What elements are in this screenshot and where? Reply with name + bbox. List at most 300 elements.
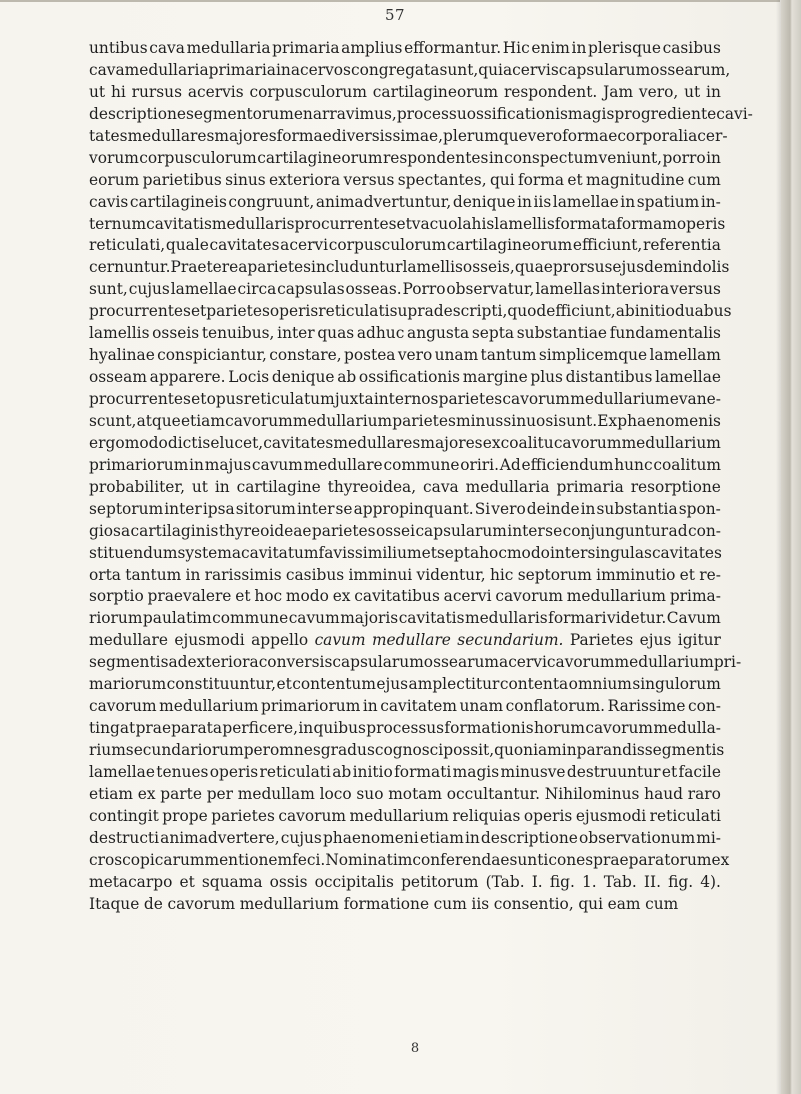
word: ternum — [89, 214, 147, 233]
word: possit, — [443, 741, 495, 759]
word: medullaris — [464, 609, 548, 628]
word: etiam — [89, 784, 133, 803]
word: et — [421, 543, 437, 562]
word: in — [298, 719, 314, 738]
word: Tab. — [603, 872, 637, 891]
word: lamellae — [655, 368, 721, 387]
word: spatium — [636, 192, 700, 211]
word: in — [464, 828, 480, 847]
word: reticulati, — [89, 236, 166, 255]
word: facile — [678, 762, 721, 781]
word: et — [276, 675, 292, 694]
word: primaria — [272, 39, 340, 57]
word: fig. — [549, 872, 575, 891]
text-line — [89, 257, 730, 279]
word: septorum — [517, 565, 592, 584]
word: ex — [482, 433, 501, 452]
word: operis — [676, 214, 726, 233]
word: ad — [168, 653, 188, 672]
word: omnes — [270, 741, 321, 759]
word: medullaris — [211, 214, 295, 233]
word: dictis — [167, 433, 211, 452]
word: (Tab. — [485, 872, 525, 891]
word: sinus — [225, 170, 266, 189]
word: videntur, — [416, 565, 486, 584]
word: sunt. — [558, 411, 598, 430]
word: cavorum — [167, 894, 236, 913]
word: occultantur. — [446, 784, 541, 803]
word: conferendae — [412, 850, 510, 869]
word: medullaria — [186, 39, 271, 57]
text-line — [89, 565, 721, 587]
word: quoniam — [494, 741, 562, 759]
word: reticulati — [649, 806, 721, 825]
word: cartilagineorum — [372, 82, 499, 101]
word: capsularum — [558, 60, 651, 79]
word: ut — [684, 82, 701, 101]
word: formae — [276, 126, 332, 145]
word: cavitates — [209, 236, 280, 255]
text-line — [89, 301, 732, 323]
word: corpusculorum — [139, 148, 257, 167]
word: inter — [507, 521, 545, 540]
word: raro — [687, 784, 721, 803]
word: ejusmodi — [174, 631, 245, 650]
word: et — [179, 872, 195, 891]
word: iis — [533, 192, 552, 211]
word: magis — [567, 104, 615, 123]
word: lamellae — [170, 280, 237, 299]
word: secundariorum — [125, 741, 244, 759]
word: modo — [285, 587, 329, 606]
word: ut — [191, 477, 208, 496]
word: sinuosi — [503, 411, 559, 430]
word: perficere, — [222, 719, 299, 738]
word: casibus — [662, 39, 721, 57]
word: fundamentalis — [609, 324, 721, 343]
word: iis — [471, 894, 490, 913]
word: cartilagineorum — [257, 148, 383, 167]
word: septa — [471, 324, 515, 343]
text-line — [89, 499, 721, 521]
word: osseis, — [462, 258, 515, 277]
body-text — [89, 38, 753, 916]
word: parietes — [438, 390, 503, 408]
word: conversis — [258, 653, 333, 672]
word: orta — [89, 565, 121, 584]
word: in — [189, 455, 204, 474]
word: capsularum — [332, 653, 424, 672]
word: in — [706, 82, 721, 101]
word: praeparatorum — [593, 850, 712, 869]
word: per — [206, 784, 234, 803]
word: inter — [277, 324, 315, 343]
text-line — [89, 214, 726, 236]
word: ossei — [375, 521, 416, 540]
word: acer- — [688, 126, 728, 145]
text-line — [89, 104, 753, 126]
word: cavorum — [89, 697, 157, 716]
word: Praeterea — [170, 258, 248, 277]
text-line — [89, 411, 721, 433]
word: haud — [644, 784, 684, 803]
word: qui — [489, 170, 515, 189]
word: lamellam — [649, 346, 721, 365]
word: vacuola — [411, 214, 472, 233]
word: elucet, — [210, 433, 264, 452]
word: descriptione — [480, 828, 578, 847]
text-line — [89, 740, 725, 762]
word: opus — [206, 390, 244, 408]
word: qui — [478, 60, 503, 79]
word: modo — [506, 543, 550, 562]
word: conspiciantur, — [157, 346, 267, 365]
word: imminui — [348, 565, 413, 584]
word: II. — [643, 872, 661, 891]
word: procurrentes — [89, 390, 191, 408]
text-line — [89, 126, 728, 148]
word: initio — [634, 302, 675, 321]
text-line — [89, 718, 721, 740]
text-line — [89, 477, 721, 499]
word: in — [275, 60, 291, 79]
word: stituendum — [89, 543, 178, 562]
word: tenues — [156, 762, 209, 781]
word: contentum — [292, 675, 376, 694]
word: procurrentes — [89, 302, 191, 321]
word: appropinquant. — [353, 499, 474, 518]
word: exteriora — [269, 170, 341, 189]
word: croscopicarum — [89, 850, 205, 869]
word: constituuntur, — [166, 675, 277, 694]
word: spectantes, — [397, 170, 487, 189]
word: formari — [548, 609, 607, 628]
text-line — [89, 872, 721, 894]
word: corpusculorum — [328, 236, 447, 255]
word: primaria — [556, 477, 624, 496]
text-line — [89, 170, 721, 192]
word: tantum — [480, 346, 537, 365]
word: Cavum — [666, 609, 721, 628]
word: parietes — [247, 258, 312, 277]
word: formatione — [343, 894, 430, 913]
word: cartilagineorum — [446, 236, 573, 255]
word: I. — [531, 872, 543, 891]
word: primariorum — [261, 697, 361, 716]
text-line — [89, 608, 721, 630]
word: in — [580, 499, 596, 518]
word: secundarium. — [457, 631, 564, 650]
word: mariorum — [89, 675, 167, 694]
word: substantiae — [516, 324, 607, 343]
word: diversissimae, — [331, 126, 444, 145]
word: scunt, — [89, 411, 137, 430]
word: cavum — [314, 631, 366, 650]
word: con- — [688, 697, 721, 716]
word: cartilaginis — [130, 521, 219, 540]
word: animadvertere, — [160, 828, 280, 847]
word: cujus — [280, 828, 322, 847]
word: ejusdem — [612, 258, 678, 277]
text-line — [89, 192, 721, 214]
word: et — [567, 170, 583, 189]
word: acervi — [280, 236, 329, 255]
word: in — [620, 192, 636, 211]
word: cavorum — [225, 411, 293, 430]
word: vero, — [638, 82, 679, 101]
word: coalitum — [653, 455, 721, 474]
word: inter — [296, 499, 335, 518]
word: ut — [89, 82, 106, 101]
word: medullam — [237, 784, 315, 803]
word: apparere. — [149, 368, 226, 387]
word: squama — [201, 872, 263, 891]
word: primaria — [208, 60, 276, 79]
word: margine — [462, 368, 528, 387]
word: unam — [459, 697, 504, 716]
word: metacarpo — [89, 872, 173, 891]
word: gradus — [320, 741, 375, 759]
word: etiam — [419, 828, 464, 847]
word: amplius — [341, 39, 403, 57]
word: horum — [533, 719, 585, 738]
word: singulas — [587, 543, 652, 562]
word: suo — [356, 784, 384, 803]
word: et — [661, 762, 678, 781]
word: initio — [352, 762, 393, 781]
word: favis — [318, 543, 355, 562]
word: phaenomenis — [617, 411, 721, 430]
word: acervi — [443, 587, 492, 606]
word: cava — [89, 60, 125, 79]
word: medullare — [371, 631, 451, 650]
word: in — [185, 565, 201, 584]
word: medullaria — [124, 60, 209, 79]
text-line — [89, 235, 721, 257]
word: praevalere — [147, 587, 232, 606]
word: exteriora — [187, 653, 259, 672]
word: quale — [165, 236, 209, 255]
word: Parietes — [569, 631, 634, 650]
word: cavum — [288, 609, 340, 628]
word: pri- — [713, 653, 742, 672]
word: interiora — [600, 280, 670, 299]
word: commune — [212, 609, 289, 628]
word: inter — [164, 499, 202, 518]
word: et — [190, 302, 207, 321]
word: prorsus — [552, 258, 613, 277]
word: processu — [396, 104, 467, 123]
signature-mark: 8 — [410, 1041, 420, 1056]
word: corpusculorum — [249, 82, 367, 101]
word: rium — [89, 741, 126, 759]
word: Ex — [597, 411, 618, 430]
word: modo — [124, 433, 168, 452]
word: ossificationis — [358, 368, 461, 387]
word: quas — [317, 324, 355, 343]
book-binding — [781, 0, 801, 1094]
word: Rarissime — [607, 697, 686, 716]
word: magnitudine — [586, 170, 685, 189]
text-line — [89, 806, 721, 828]
word: segmentis — [644, 741, 725, 759]
word: cava — [149, 39, 185, 57]
word: respondent. — [503, 82, 598, 101]
word: fig. — [668, 872, 694, 891]
word: ab — [332, 762, 352, 781]
word: Ad — [499, 455, 521, 474]
word: cavitates — [263, 433, 334, 452]
word: contenta — [499, 675, 569, 694]
word: formata — [554, 214, 617, 233]
word: medullares — [127, 126, 215, 145]
word: efficiunt, — [546, 302, 616, 321]
word: cavorum — [553, 433, 622, 452]
word: plus — [530, 368, 563, 387]
word: enarravimus, — [293, 104, 397, 123]
word: ossificationis — [466, 104, 568, 123]
word: tantum — [125, 565, 182, 584]
word: medullare — [303, 455, 383, 474]
text-line — [89, 543, 721, 565]
word: majoris — [340, 609, 399, 628]
word: videtur. — [607, 609, 667, 628]
word: animadvertuntur, — [315, 192, 452, 211]
word: medullarium — [566, 587, 667, 606]
word: ipsa — [202, 499, 235, 518]
word: qui — [578, 894, 603, 913]
word: reticulati — [318, 302, 390, 321]
word: inter — [549, 543, 588, 562]
word: cavitates — [651, 543, 722, 562]
word: adhuc — [356, 324, 405, 343]
word: ejusmodi — [575, 806, 647, 825]
word: cum — [687, 170, 721, 189]
word: cavorum — [585, 719, 653, 738]
word: medullaria — [465, 477, 550, 496]
word: phaenomeni — [322, 828, 419, 847]
word: majores — [420, 433, 483, 452]
word: conspectum — [504, 148, 599, 167]
top-rule — [0, 0, 780, 2]
word: cavorum — [278, 806, 346, 825]
word: segmentorum — [186, 104, 294, 123]
text-line — [89, 828, 721, 850]
word: ab — [615, 302, 635, 321]
word: acervis — [502, 60, 559, 79]
word: referentia — [642, 236, 721, 255]
word: observationum — [579, 828, 696, 847]
word: amplectitur — [408, 675, 500, 694]
word: simplicemque — [538, 346, 648, 365]
word: ossearum — [423, 653, 500, 672]
word: omnium — [568, 675, 632, 694]
word: cavitatis — [398, 609, 465, 628]
word: appello — [251, 631, 309, 650]
word: magis — [452, 762, 500, 781]
word: Nihilominus — [544, 784, 640, 803]
word: commune — [383, 455, 460, 474]
word: cavis — [89, 192, 129, 211]
word: enim — [531, 39, 570, 57]
word: parietes — [211, 806, 275, 825]
text-line — [89, 652, 742, 674]
word: in — [517, 192, 532, 211]
text-line — [89, 586, 721, 608]
word: reticulatum — [243, 390, 335, 408]
word: porro — [662, 148, 706, 167]
word: medullarium — [159, 697, 259, 716]
word: cartilagine — [236, 477, 321, 496]
word: probabiliter, — [89, 477, 185, 496]
text-line — [89, 850, 730, 872]
word: denique — [452, 192, 516, 211]
word: majus — [204, 455, 252, 474]
word: osseis — [152, 324, 200, 343]
word: Locis — [228, 368, 270, 387]
word: cavitatibus — [354, 587, 440, 606]
word: congregata — [350, 60, 440, 79]
word: etiam — [180, 411, 225, 430]
word: efficiendum — [521, 455, 614, 474]
text-line — [89, 323, 721, 345]
word: cavorum — [546, 653, 615, 672]
word: atque — [136, 411, 181, 430]
word: distantibus — [565, 368, 653, 387]
word: acervos — [290, 60, 351, 79]
word: feci. — [292, 850, 326, 869]
word: riorum — [89, 609, 143, 628]
word: septorum — [89, 499, 164, 518]
word: medullares — [333, 433, 421, 452]
text-line — [89, 389, 721, 411]
word: progrediente — [614, 104, 717, 123]
word: hunc — [614, 455, 653, 474]
word: minus — [456, 411, 504, 430]
word: angusta — [407, 324, 470, 343]
word: evane- — [669, 390, 721, 408]
word: minusve — [500, 762, 566, 781]
word: ergo — [89, 433, 125, 452]
word: operis — [209, 762, 259, 781]
text-line — [89, 148, 721, 170]
word: parietibus — [142, 170, 222, 189]
text-line — [89, 433, 721, 455]
word: cavitatis — [146, 214, 212, 233]
word: imminutio — [596, 565, 676, 584]
text-line — [89, 38, 721, 60]
word: cavorum — [502, 390, 571, 408]
word: versus — [343, 170, 395, 189]
word: in — [214, 477, 230, 496]
word: parietes — [311, 521, 376, 540]
word: loco — [319, 784, 352, 803]
word: 4). — [700, 872, 721, 891]
word: rursus — [131, 82, 182, 101]
word: tenuibus, — [201, 324, 275, 343]
word: lamellis — [494, 214, 555, 233]
word: sunt, — [439, 60, 479, 79]
word: eorum — [89, 170, 140, 189]
word: vero — [527, 126, 563, 145]
word: parte — [160, 784, 202, 803]
text-line — [89, 345, 721, 367]
word: hyalinae — [89, 346, 155, 365]
word: his — [471, 214, 495, 233]
word: Itaque — [89, 894, 140, 913]
word: hic — [489, 565, 514, 584]
word: giosa — [89, 521, 131, 540]
